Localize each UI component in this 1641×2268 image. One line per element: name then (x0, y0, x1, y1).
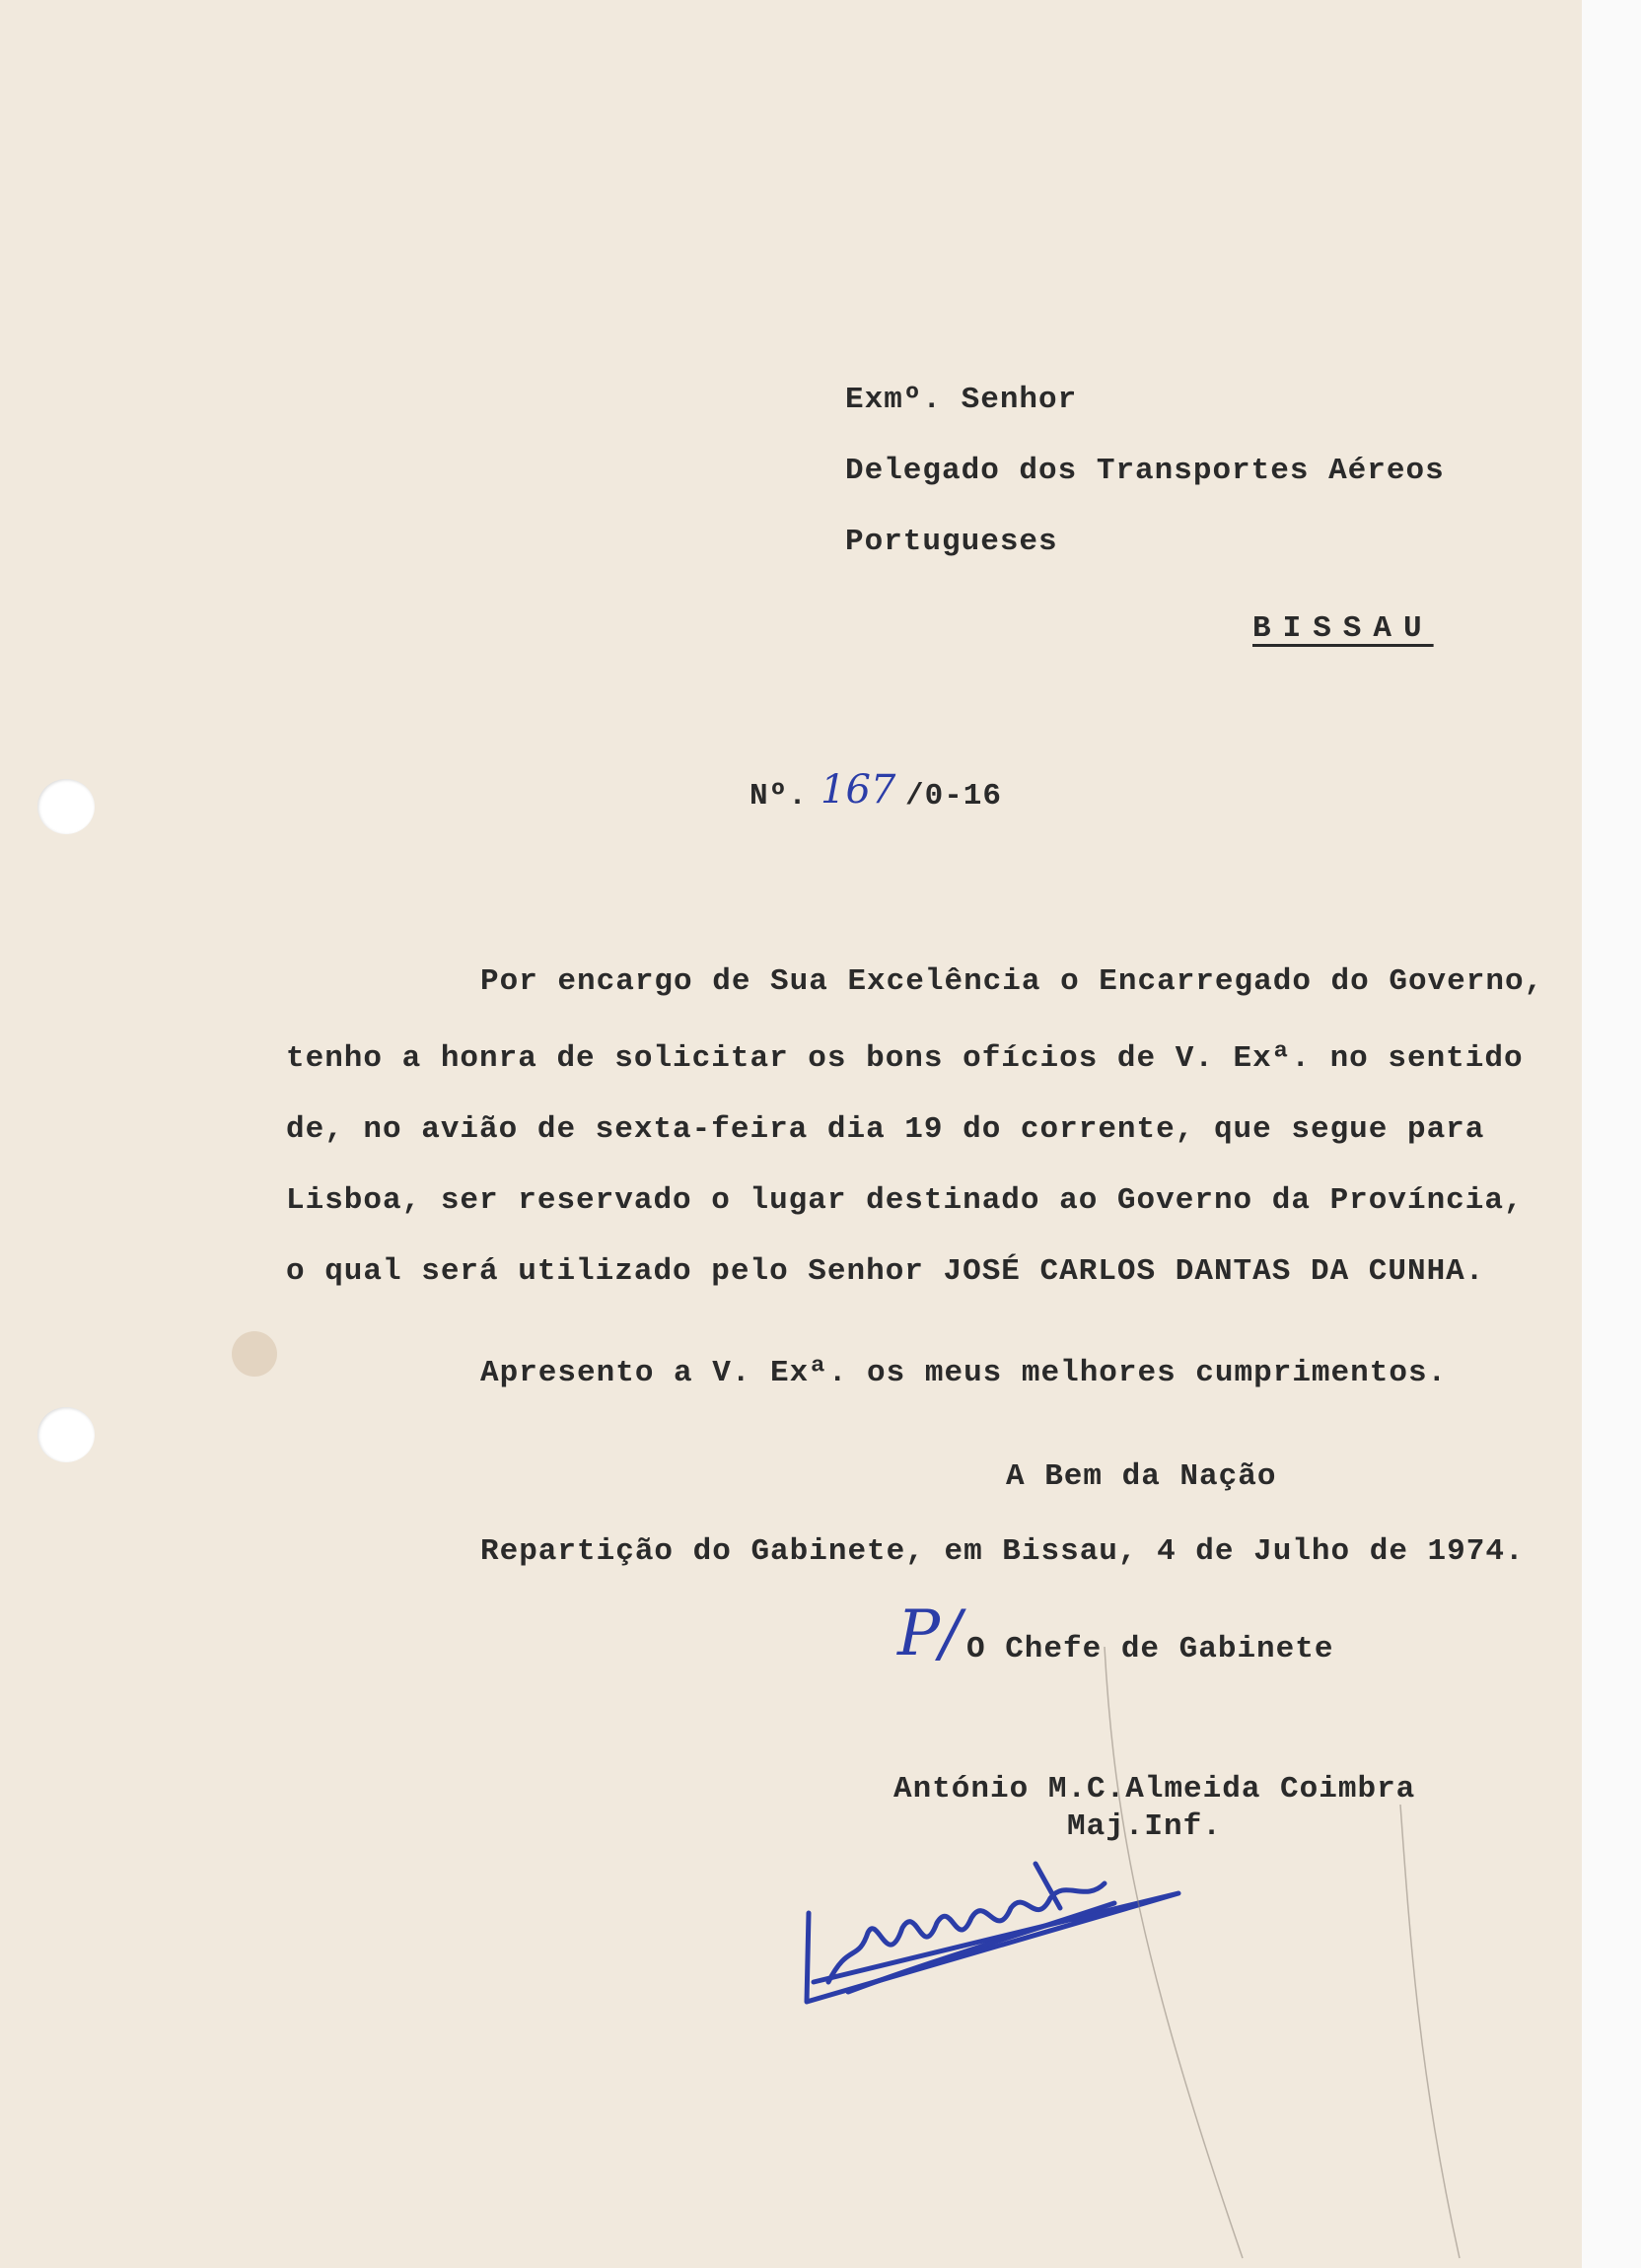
footer-signatory: António M.C.Almeida Coimbra (893, 1772, 1416, 1807)
footer-place-date: Repartição do Gabinete, em Bissau, 4 de Julho de 1974. (480, 1534, 1525, 1569)
punch-hole-bottom (37, 1407, 95, 1462)
reference-suffix: /0-16 (905, 779, 1003, 814)
body-line-3: de, no avião de sexta-feira dia 19 do corrente, que segue para (286, 1112, 1485, 1147)
punch-hole-top (37, 779, 95, 834)
addressee-city: BISSAU (1252, 611, 1434, 646)
body-line-2: tenho a honra de solicitar os bons ofícios de V. Exª. no sentido (286, 1041, 1524, 1076)
footer-role: O Chefe de Gabinete (966, 1632, 1334, 1666)
annotation-handwritten: P/ (897, 1597, 962, 1670)
paper-crease (1085, 1627, 1479, 2268)
addressee-line1: Delegado dos Transportes Aéreos (845, 454, 1445, 488)
reference-prefix: Nº. (749, 779, 808, 814)
body-line-1: Por encargo de Sua Excelência o Encarregado do Governo, (480, 964, 1544, 999)
addressee-salutation: Exmº. Senhor (845, 383, 1078, 417)
footer-motto: A Bem da Nação (1006, 1459, 1277, 1494)
body-line-4: Lisboa, ser reservado o lugar destinado ao Governo da Província, (286, 1183, 1524, 1218)
body-line-5: o qual será utilizado pelo Senhor JOSÉ CARLOS DANTAS DA CUNHA. (286, 1254, 1485, 1289)
addressee-line2: Portugueses (845, 525, 1058, 559)
body-closing: Apresento a V. Exª. os meus melhores cumprimentos. (480, 1356, 1448, 1390)
reference-number-handwritten: 167 (820, 767, 896, 813)
scan-margin (1582, 0, 1641, 2268)
footer-rank: Maj.Inf. (1067, 1809, 1222, 1844)
paper-stain (232, 1331, 277, 1377)
